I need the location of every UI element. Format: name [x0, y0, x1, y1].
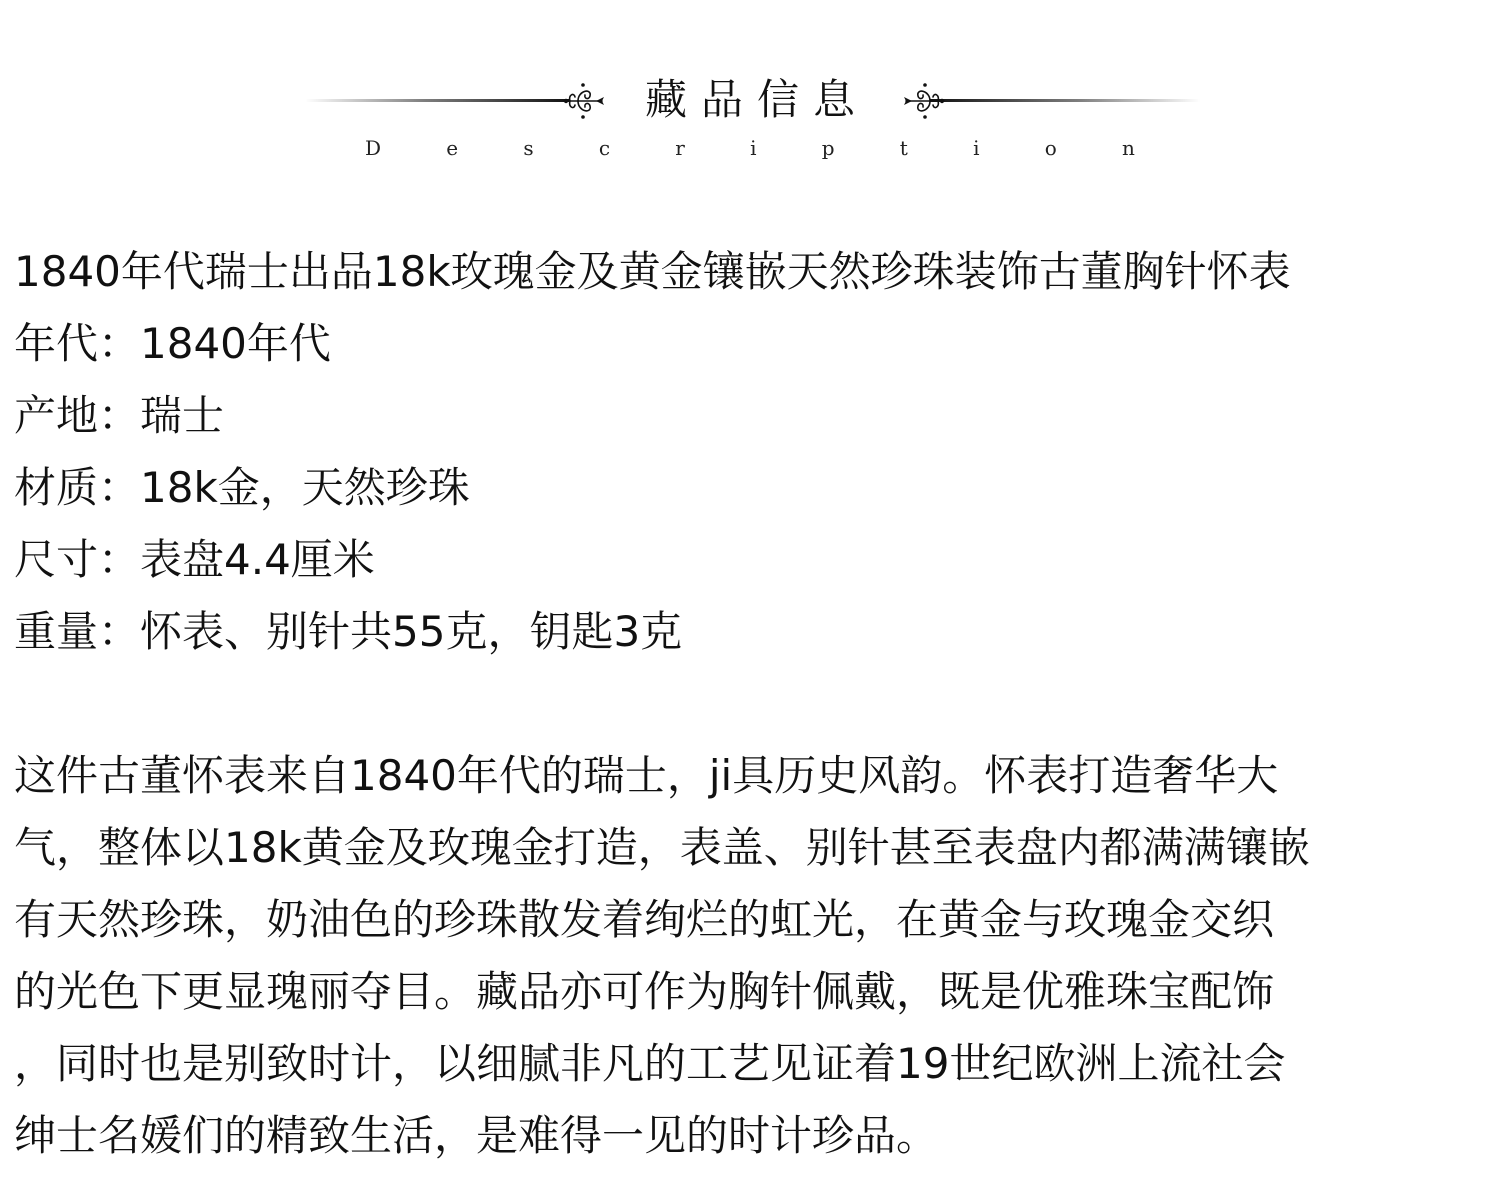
spec-weight: 重量：怀表、别针共55克，钥匙3克 — [14, 607, 683, 656]
subtitle-letter: n — [1121, 136, 1135, 160]
description-line: 的光色下更显瑰丽夺目。藏品亦可作为胸针佩戴，既是优雅珠宝配饰 — [14, 967, 1275, 1016]
description-line: 这件古董怀表来自1840年代的瑞士，ji具历史风韵。怀表打造奢华大 — [14, 751, 1279, 800]
spec-size: 尺寸：表盘4.4厘米 — [14, 535, 375, 584]
section-title: 藏品信息 — [644, 75, 869, 124]
subtitle-letter: e — [446, 136, 459, 160]
subtitle-letter: r — [675, 136, 685, 160]
description-line: ，同时也是别致时计，以细腻非凡的工艺见证着19世纪欧洲上流社会 — [14, 1039, 1286, 1088]
subtitle-letter: s — [523, 136, 534, 160]
section-subtitle — [365, 136, 1135, 160]
subtitle-letter: i — [750, 136, 757, 160]
spec-origin: 产地：瑞士 — [14, 391, 225, 440]
subtitle-letter: p — [821, 136, 835, 160]
decorative-rule-right — [930, 99, 1200, 102]
section-header — [0, 0, 1500, 180]
spec-list — [14, 236, 1484, 668]
product-title: 1840年代瑞士出品18k玫瑰金及黄金镶嵌天然珍珠装饰古董胸针怀表 — [14, 247, 1291, 296]
subtitle-letter: o — [1044, 136, 1057, 160]
description-line: 气，整体以18k黄金及玫瑰金打造，表盖、别针甚至表盘内都满满镶嵌 — [14, 823, 1310, 872]
description-paragraph — [14, 740, 1494, 1172]
subtitle-letter: D — [365, 136, 382, 160]
subtitle-letter: i — [973, 136, 980, 160]
description-line: 有天然珍珠，奶油色的珍珠散发着绚烂的虹光，在黄金与玫瑰金交织 — [14, 895, 1275, 944]
spec-material: 材质：18k金，天然珍珠 — [14, 463, 470, 512]
subtitle-letter: t — [899, 136, 908, 160]
spec-era: 年代：1840年代 — [14, 319, 331, 368]
description-line: 绅士名媛们的精致生活，是难得一见的时计珍品。 — [14, 1111, 939, 1160]
subtitle-letter: c — [598, 136, 611, 160]
